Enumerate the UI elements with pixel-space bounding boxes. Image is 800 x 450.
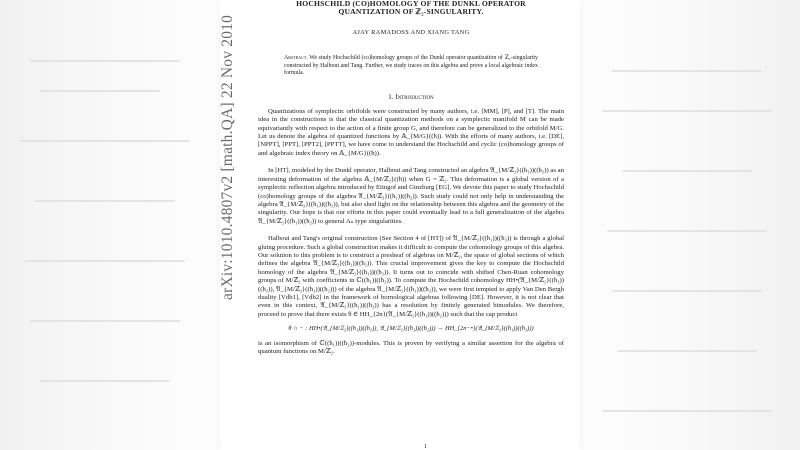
arxiv-stamp: arXiv:1010.4807v2 [math.QA] 22 Nov 2010 xyxy=(219,14,236,300)
authors: AJAY RAMADOSS AND XIANG TANG xyxy=(352,28,470,36)
paragraph-3: Halbout and Tang's original construction (See Section 4 of [HT]) of 𝔄_{M/ℤ₂}((ħ₁))((ħ₂)) is through a global gluing procedure. Such a global construction makes it difficult to compute the cohomology groups of this algebra. Our solution to this problem is to construct a presheaf of algebras on M/ℤ₂, the space of global sections of which defines the algebra 𝔄_{M/ℤ₂}((ħ₁))((ħ₂)). This crucial improvement gives the key to compute the Hochschild homology of the algebra 𝔄_{M/ℤ₂}((ħ₁))((ħ₂)). It turns out to coincide with shifted Chen-Ruan cohomology groups of M/ℤ₂ with coefficients in ℂ((ħ₁))((ħ₂)). To compute the Hochschild cohomology HH•(𝔄_{M/ℤ₂}((ħ₁))((ħ₂)), 𝔄_{M/ℤ₂}((ħ₁))((ħ₂))) of the algebra 𝔄_{M/ℤ₂}((ħ₁))((ħ₂)), we were first tempted to apply Van Den Bergh duality [Vdb1], [Vdb2] in the framework of bornological algebras following [DE]. However, it is not clear that even in this context, 𝔄_{M/ℤ₂}((ħ₁))((ħ₂)) has a resolution by finitely generated bimodules. We therefore, proceed to prove that there exists θ ∈ HH_{2n}(𝔄_{M/ℤ₂}((ħ₁))((ħ₂))) such that the cap product xyxy=(258,235,564,318)
blurred-background-right xyxy=(582,0,800,450)
section-heading: 1. Introduction xyxy=(388,93,434,102)
cap-product-formula: θ ∩ − : HH•(𝔄_{M/ℤ₂}((ħ₁))((ħ₂)), 𝔄_{M/ℤ₂}((ħ₁))((ħ₂))) → HH_{2n−•}(𝔄_{M/ℤ₂}((ħ₁))((ħ₂))) xyxy=(288,325,534,333)
abstract-label: Abstract. xyxy=(284,55,308,62)
blurred-background-left xyxy=(0,0,218,450)
page-number: 1 xyxy=(424,444,427,450)
abstract-text: We study Hochschild (co)homology groups of the Dunkl operator quantization of ℤ₂-singularity constructed by Halbout and Tang. Further, we study traces on this algebra and prove a local algebraic index formula. xyxy=(284,55,538,77)
abstract xyxy=(284,55,538,77)
title-line-1: HOCHSCHILD (CO)HOMOLOGY OF THE DUNKL OPERATOR xyxy=(296,0,526,8)
paragraph-1: Quantizations of symplectic orbifolds were constructed by many authors, i.e. [MM], [P], and [T]. The main idea in the constructions is that the classical quantization methods on a symplectic manifold M can be made equivariantly with respect to the action of a finite group G, and therefore can be generalized to the orbifold M/G. Let us denote the algebra of quantized functions by 𝔸_{M/G}((ħ)). With the efforts of many authors, i.e. [DE], [NPPT], [PPT], [PPT2], [PPTT], we have come to understand the Hochschild and cyclic (co)homology groups of and algebraic index theory on 𝔸_{M/G}((ħ)). xyxy=(258,107,564,157)
paper-title xyxy=(258,0,564,17)
paragraph-2: In [HT], modeled by the Dunkl operator, Halbout and Tang constructed an algebra 𝔄_{M/ℤ₂}((ħ₁))((ħ₂)) as an interesting deformation of the algebra 𝔸_{M/ℤ₂}((ħ)) when G = ℤ₂. This deformation is a global version of a symplectic reflection algebra introduced by Etingof and Ginzburg [EG]. We devote this paper to study Hochschild (co)homology groups of the algebra 𝔄_{M/ℤ₂}((ħ₁))((ħ₂)). Such study could not only help in understanding the algebra 𝔄_{M/ℤ₂}((ħ₁))((ħ₂)), but also shed light on the relationship between this algebra and the geometry of the singularity. Our hope is that our efforts in this paper could eventually lead to a full generalization of the algebra 𝔄_{M/ℤ₂}((ħ₁))((ħ₂)) to general Aₙ type singularities. xyxy=(258,167,564,225)
paper-page xyxy=(220,0,580,450)
title-line-2: QUANTIZATION OF ℤ₂-SINGULARITY. xyxy=(338,7,484,17)
page-content xyxy=(258,0,564,356)
paragraph-after-formula: is an isomorphism of ℂ((ħ₁))((ħ₂))-modules. This is proven by verifying a similar assertion for the algebra of quantum functions on M/ℤ₂. xyxy=(258,339,564,355)
